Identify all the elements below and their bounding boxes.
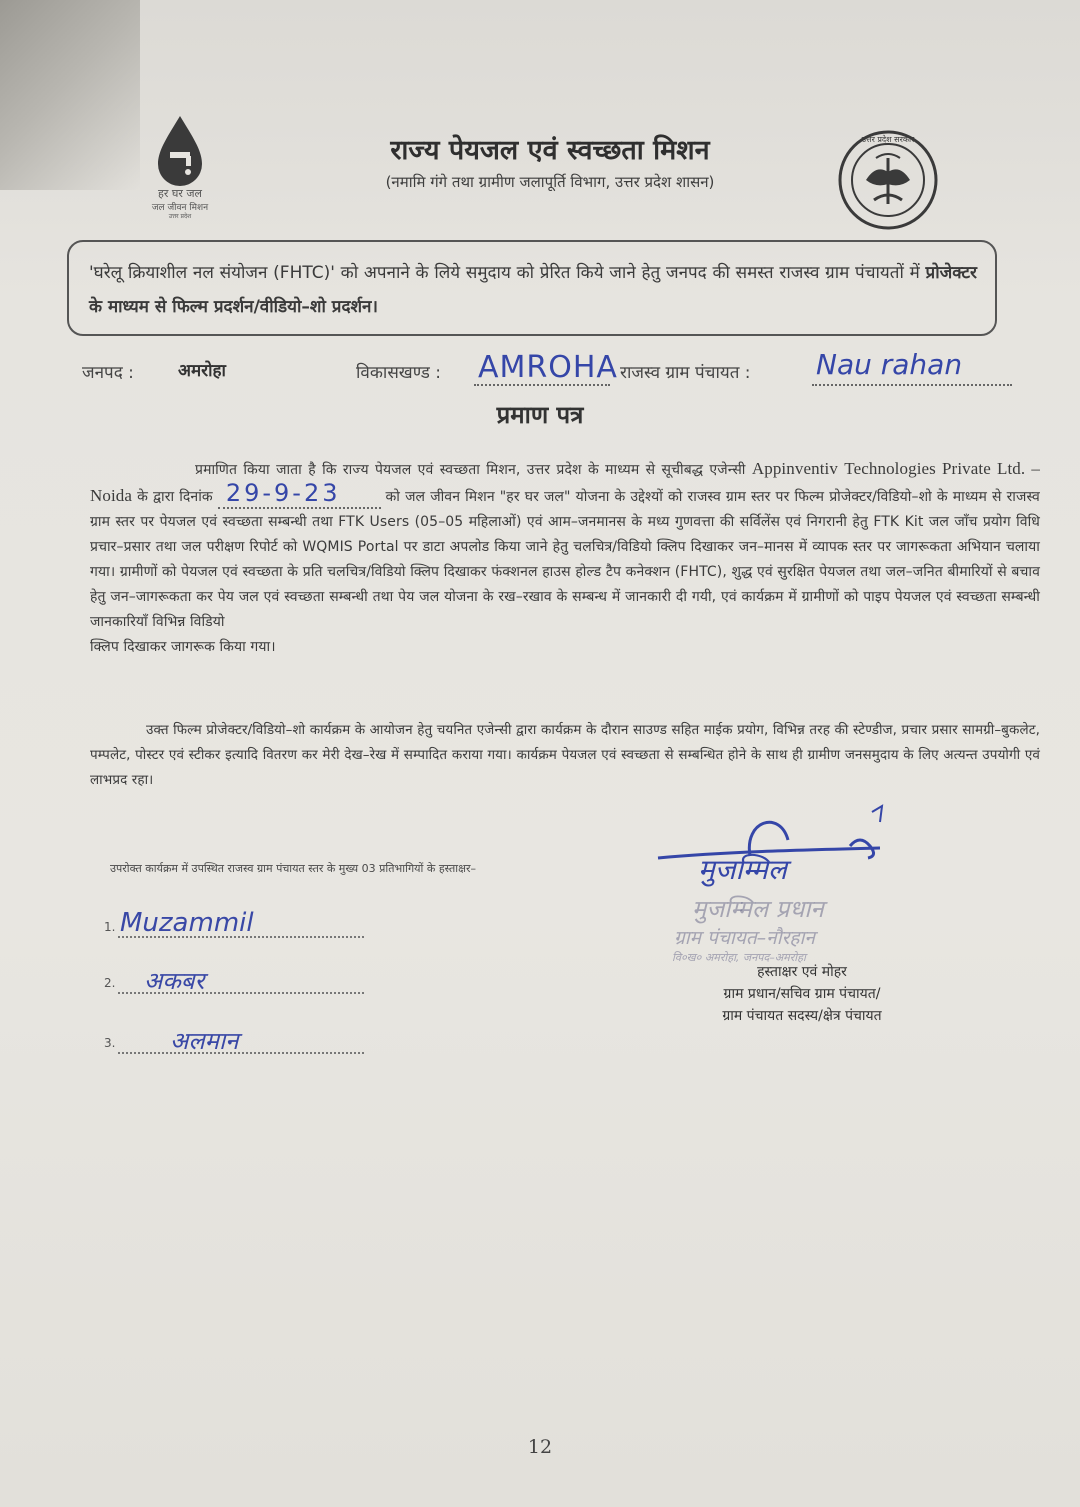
mission-subtitle: (नमामि गंगे तथा ग्रामीण जलापूर्ति विभाग, उत्तर प्रदेश शासन): [385, 173, 715, 191]
logo-tag-har-ghar-jal: हर घर जल: [158, 187, 202, 200]
logo-tag-state: उत्तर प्रदेश: [168, 213, 192, 220]
mission-title: राज्य पेयजल एवं स्वच्छता मिशन: [390, 135, 710, 166]
signature-caption-2: ग्राम प्रधान/सचिव ग्राम पंचायत/: [723, 986, 881, 1002]
up-government-emblem-icon: [836, 128, 940, 232]
attendee-number: 2.: [104, 976, 116, 990]
water-drop-tap-icon: [130, 112, 230, 188]
attendee-signature-1: Muzammil: [120, 908, 254, 938]
agency-name-1: Appinventiv: [751, 459, 838, 478]
subject-bold-text: प्रोजेक्टर के माध्यम से फिल्म प्रदर्शन/वीडियो–शो प्रदर्शन।: [89, 263, 977, 317]
body-p1-closing: क्लिप दिखाकर जागरूक किया गया।: [90, 639, 276, 655]
attendees-heading: उपरोक्त कार्यक्रम में उपस्थित राजस्व ग्राम पंचायत स्तर के मुख्य 03 प्रतिभागियों के हस्ताक्षर–: [110, 862, 476, 875]
block-label: विकासखण्ड :: [356, 363, 442, 383]
folded-corner: [0, 0, 140, 190]
certificate-title: प्रमाण पत्र: [496, 400, 584, 429]
up-government-emblem: [836, 128, 940, 232]
district-label: जनपद :: [82, 363, 134, 383]
subject-text: 'घरेलू क्रियाशील नल संयोजन (FHTC)' को अपनाने के लिये समुदाय को प्रेरित किये जाने हेतु जनपद की समस्त राजस्व ग्राम पंचायतों में: [89, 263, 926, 283]
emblem-text: उत्तर प्रदेश सरकार: [861, 135, 915, 144]
attendee-number: 1.: [104, 920, 116, 934]
logo-tag-jal-jeevan-mission: जल जीवन मिशन: [151, 203, 209, 213]
attendee-row-3: [104, 1026, 364, 1062]
signature-caption-1: हस्ताक्षर एवं मोहर: [757, 964, 847, 980]
signature-handwritten: मुजम्मिल: [698, 853, 787, 886]
attendee-signature-2: अकबर: [144, 967, 205, 995]
body-paragraph-1: [90, 456, 1040, 660]
stamp-name: मुजम्मिल प्रधान: [692, 895, 824, 923]
attendee-signature-3: अलमान: [170, 1027, 239, 1055]
har-ghar-jal-logo: [130, 112, 230, 222]
location-fields: [82, 348, 1042, 398]
page-number: 12: [527, 1436, 553, 1458]
block-value: AMROHA: [478, 350, 618, 385]
agency-name-2: Technologies Private Ltd. – Noida: [90, 459, 1040, 505]
signature-scribble-icon: [640, 800, 960, 880]
panchayat-label: राजस्व ग्राम पंचायत :: [620, 363, 751, 383]
attendee-number: 3.: [104, 1036, 116, 1050]
panchayat-dotted-line: [812, 384, 1012, 386]
program-date: 29-9-23: [218, 479, 381, 509]
body-p1-intro: प्रमाणित किया जाता है कि राज्य पेयजल एवं स्वच्छता मिशन, उत्तर प्रदेश के माध्यम से सूचीबद्ध एजेन्सी: [195, 462, 746, 478]
body-paragraph-2: उक्त फिल्म प्रोजेक्टर/विडियो–शो कार्यक्रम के आयोजन हेतु चयनित एजेन्सी द्वारा कार्यक्रम के दौरान साउण्ड सहित माईक प्रयोग, विभिन्न तरह की स्टेण्डीज, प्रचार प्रसार सामग्री–बुकलेट, पम्पलेट, पोस्टर एवं स्टीकर इत्यादि वितरण कर मेरी देख–रेख में सम्पादित कराया गया। कार्यक्रम पेयजल एवं स्वच्छता से सम्बन्धित होने के साथ ही ग्रामीण जनसमुदाय के लिए अत्यन्त उपयोगी एवं लाभप्रद रहा।: [90, 722, 1040, 788]
stamp-block: वि०ख० अमरोहा, जनपद–अमरोहा: [672, 951, 806, 964]
panchayat-value: Nau rahan: [816, 348, 963, 381]
attendee-dotted-line: [118, 1052, 364, 1054]
stamp-panchayat: ग्राम पंचायत–नौरहान: [674, 927, 815, 949]
attendee-row-2: [104, 966, 364, 1002]
signature-caption-3: ग्राम पंचायत सदस्य/क्षेत्र पंचायत: [722, 1008, 882, 1024]
district-value: अमरोहा: [178, 361, 226, 381]
signature-stamp-area: [640, 800, 960, 1040]
body-p1-main: को जल जीवन मिशन "हर घर जल" योजना के उद्देश्यों को राजस्व ग्राम स्तर पर फिल्म प्रोजेक्टर/विडियो–शो के माध्यम से राजस्व ग्राम स्तर पर पेयजल एवं स्वच्छता सम्बन्धी तथा FTK Users (05–05 महिलाओं) एवं आम–जनमानस के मध्य गुणवत्ता की सर्विलेंस एवं निगरानी हेतु FTK Kit जल जाँच प्रयोग विधि प्रचार–प्रसार तथा जल परीक्षण रिपोर्ट को WQMIS Portal पर डाटा अपलोड किया जाने हेतु चलचित्र/विडियो क्लिप दिखाकर जन–मानस में व्यापक स्तर पर जागरूकता अभियान चलाया गया। ग्रामीणों को पेयजल एवं स्वच्छता के प्रति चलचित्र/विडियो क्लिप दिखाकर फंक्शनल हाउस होल्ड टैप कनेक्शन (FHTC), शुद्ध एवं सुरक्षित पेयजल तथा जल–जनित बीमारियों से बचाव हेतु जन–जागरूकता कर पेय जल एवं स्वच्छता सम्बन्धी तथा पेय जल योजना के रख–रखाव के सम्बन्ध में जानकारी दी गयी, एवं कार्यक्रम में ग्रामीणों को पाइप पेयजल एवं स्वच्छता सम्बन्धी जानकारियाँ विभिन्न विडियो: [90, 489, 1040, 630]
block-dotted-line: [474, 384, 610, 386]
attendee-row-1: [104, 910, 364, 946]
subject-box: [67, 240, 997, 336]
body-p1-date-label: के द्वारा दिनांक: [137, 489, 213, 505]
